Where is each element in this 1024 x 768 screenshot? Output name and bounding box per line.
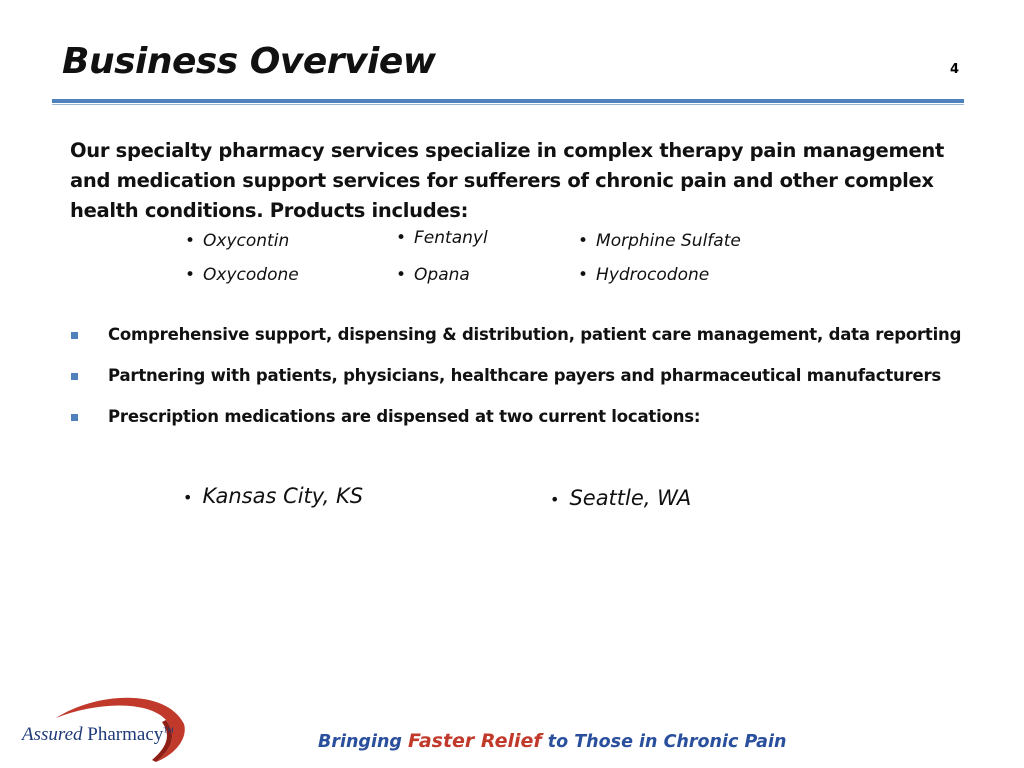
slide-title: Business Overview [62, 41, 436, 82]
bullet-dot-icon: • [185, 265, 196, 285]
footer-tagline [318, 730, 786, 752]
product-item [185, 231, 289, 251]
square-bullet-icon [71, 332, 78, 339]
tagline-start: Bringing [318, 732, 402, 752]
bullet-point: Comprehensive support, dispensing & distribution, patient care management, data reporting [108, 325, 962, 344]
product-item [396, 265, 470, 285]
bullet-dot-icon: • [396, 265, 407, 285]
product-item [578, 265, 709, 285]
location-label: Seattle, WA [569, 486, 692, 510]
tagline-end: to Those in Chronic Pain [547, 732, 787, 752]
location-item [550, 486, 691, 510]
product-label: Opana [414, 265, 470, 285]
location-item [183, 484, 363, 508]
logo-word-assured: Assured [22, 724, 83, 745]
product-label: Fentanyl [414, 228, 488, 248]
bullet-dot-icon: • [185, 231, 196, 251]
product-label: Hydrocodone [596, 265, 710, 285]
header-rule-thin [52, 104, 964, 105]
product-item [185, 265, 299, 285]
intro-paragraph: Our specialty pharmacy services specialize in complex therapy pain management and medication support services for sufferers of chronic pain and other complex health conditions. Products includes: [70, 139, 945, 222]
page-number: 4 [950, 62, 960, 77]
square-bullet-icon [71, 373, 78, 380]
bullet-dot-icon: • [550, 490, 560, 509]
bullet-dot-icon: • [183, 488, 193, 507]
product-label: Oxycontin [203, 231, 290, 251]
bullet-point: Prescription medications are dispensed at two current locations: [108, 407, 701, 426]
tagline-accent: Faster Relief [408, 730, 542, 752]
product-item [396, 228, 488, 248]
bullet-point: Partnering with patients, physicians, healthcare payers and pharmaceutical manufacturers [108, 366, 942, 385]
bullet-dot-icon: • [578, 231, 589, 251]
company-logo [16, 694, 191, 764]
location-label: Kansas City, KS [202, 484, 364, 508]
product-label: Morphine Sulfate [596, 231, 741, 251]
logo-trademark: TM [163, 726, 174, 735]
bullet-dot-icon: • [578, 265, 589, 285]
header-rule [52, 99, 964, 103]
square-bullet-icon [71, 414, 78, 421]
product-item [578, 231, 741, 251]
logo-word-pharmacy: Pharmacy [87, 724, 164, 745]
logo-wordmark [22, 724, 174, 746]
bullet-dot-icon: • [396, 228, 407, 248]
product-label: Oxycodone [203, 265, 299, 285]
